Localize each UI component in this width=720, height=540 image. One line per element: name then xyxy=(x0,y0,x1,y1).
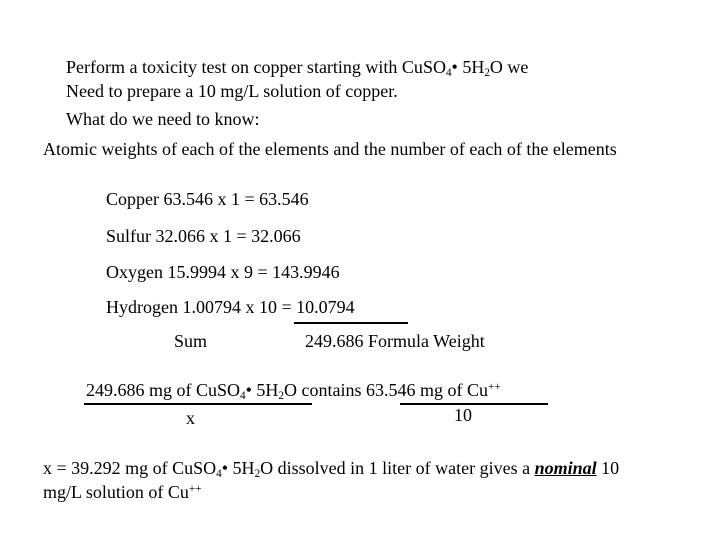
intro-line-3: What do we need to know: xyxy=(66,109,260,129)
ratio-left-prefix: 249.686 mg of Cu xyxy=(86,380,218,400)
ratio-formula-sub-2: 2 xyxy=(278,390,284,403)
ratio-formula-so: SO xyxy=(217,380,241,400)
conclusion-prefix: x = 39.292 mg of Cu xyxy=(43,458,194,478)
conclusion-formula-o: O xyxy=(260,458,274,478)
ratio-middle: contains 63.546 mg of Cu xyxy=(297,380,488,400)
sum-label: Sum xyxy=(174,331,208,351)
conclusion-formula-sub-2: 2 xyxy=(254,468,261,481)
ratio-right-denominator: 10 xyxy=(454,405,472,425)
ratio-formula-o: O xyxy=(284,380,297,400)
intro-line-2: Need to prepare a 10 mg/L solution of copper. xyxy=(66,81,398,101)
ratio-formula-sub-4: 4 xyxy=(240,390,246,403)
conclusion-nominal: nominal xyxy=(534,458,597,478)
conclusion-formula-so: SO xyxy=(193,458,217,478)
element-oxygen: Oxygen 15.9994 x 9 = 143.9946 xyxy=(106,262,340,282)
intro-formula-so: SO xyxy=(422,57,446,77)
conclusion-line-2 xyxy=(43,483,201,501)
conclusion-formula-sub-4: 4 xyxy=(216,468,222,481)
conclusion-line-2-text: mg/L solution of Cu xyxy=(43,482,189,502)
ratio-formula-dot: • 5H xyxy=(245,380,279,400)
ratio-left-rule xyxy=(84,403,312,405)
intro-line-4: Atomic weights of each of the elements and the number of each of the elements xyxy=(43,139,617,159)
intro-line-1-tail: we xyxy=(502,57,529,77)
ratio-cu-charge: ++ xyxy=(488,380,501,393)
intro-formula-dot: • 5H xyxy=(451,57,485,77)
intro-formula-sub-4: 4 xyxy=(445,67,452,80)
ratio-left-denominator: x xyxy=(186,408,195,428)
conclusion-line-1 xyxy=(43,458,620,481)
conclusion-formula-dot: • 5H xyxy=(221,458,255,478)
element-copper: Copper 63.546 x 1 = 63.546 xyxy=(106,189,309,209)
intro-line-1-text: Perform a toxicity test on copper starting with Cu xyxy=(66,57,423,77)
element-sulfur: Sulfur 32.066 x 1 = 32.066 xyxy=(106,226,301,246)
intro-formula-o: O xyxy=(489,57,503,77)
sum-value: 249.686 Formula Weight xyxy=(305,331,485,351)
conclusion-mid: dissolved in 1 liter of water gives a xyxy=(273,458,535,478)
element-hydrogen: Hydrogen 1.00794 x 10 = 10.0794 xyxy=(106,297,355,317)
intro-line-1 xyxy=(66,57,529,80)
intro-formula-sub-2: 2 xyxy=(484,67,490,80)
conclusion-end: 10 xyxy=(596,458,620,478)
sum-rule xyxy=(294,322,408,324)
conclusion-cu-charge: ++ xyxy=(188,482,202,495)
ratio-right-rule xyxy=(400,403,548,405)
ratio-numerator xyxy=(86,380,501,403)
